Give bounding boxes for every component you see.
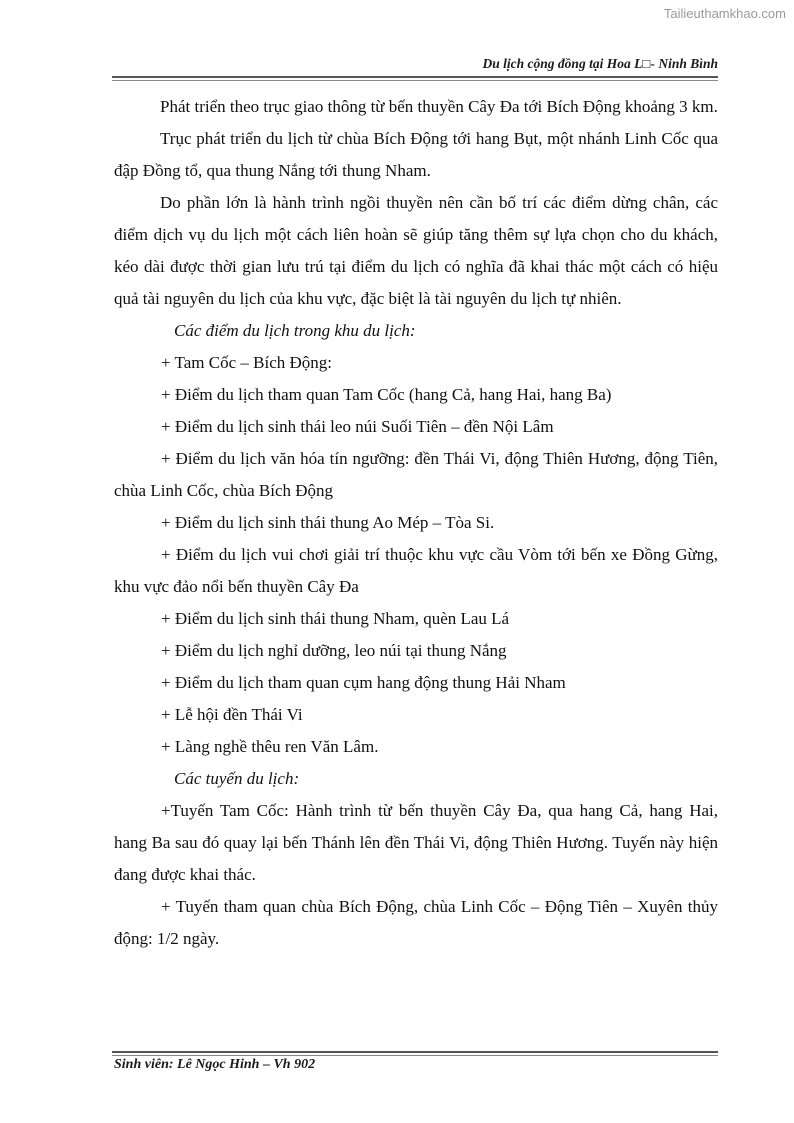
section-heading-routes: Các tuyến du lịch:: [174, 769, 300, 788]
running-header-title: Du lịch cộng đồng tại Hoa L□- Ninh Bình: [482, 56, 718, 71]
footer-divider: [112, 1051, 718, 1056]
footer-author: Sinh viên: Lê Ngọc Hinh – Vh 902: [114, 1057, 316, 1072]
list-item: +Tuyến Tam Cốc: Hành trình từ bến thuyền Cây Đa, qua hang Cả, hang Hai, hang Ba sau đó quay lại bến Thánh lên đền Thái Vi, động Thiên Hương. Tuyến này hiện đang được khai thác.: [114, 801, 718, 884]
page-body: [114, 91, 718, 955]
list-item: + Điểm du lịch văn hóa tín ngưỡng: đền Thái Vi, động Thiên Hương, động Tiên, chùa Linh Cốc, chùa Bích Động: [114, 449, 718, 500]
body-paragraph: Trục phát triển du lịch từ chùa Bích Động tới hang Bụt, một nhánh Linh Cốc qua đập Đồng tổ, qua thung Nắng tới thung Nham.: [114, 129, 718, 180]
list-item: + Tam Cốc – Bích Động:: [161, 353, 332, 372]
list-item: + Điểm du lịch sinh thái leo núi Suối Tiên – đền Nội Lâm: [161, 417, 554, 436]
body-paragraph: Phát triển theo trục giao thông từ bến thuyền Cây Đa tới Bích Động khoảng 3 km.: [160, 97, 718, 116]
list-item: + Điểm du lịch sinh thái thung Nham, quèn Lau Lá: [161, 609, 510, 628]
watermark-text: Tailieuthamkhao.com: [663, 6, 786, 21]
list-item: + Làng nghề thêu ren Văn Lâm.: [161, 737, 379, 756]
section-heading-points: Các điểm du lịch trong khu du lịch:: [174, 321, 416, 340]
list-item: + Điểm du lịch sinh thái thung Ao Mép – Tòa Si.: [161, 513, 495, 532]
list-item: + Tuyến tham quan chùa Bích Động, chùa Linh Cốc – Động Tiên – Xuyên thủy động: 1/2 ngày.: [114, 897, 718, 948]
list-item: + Điểm du lịch nghỉ dưỡng, leo núi tại thung Nắng: [161, 641, 507, 660]
list-item: + Điểm du lịch tham quan cụm hang động thung Hải Nham: [161, 673, 566, 692]
body-paragraph: Do phần lớn là hành trình ngồi thuyền nên cần bố trí các điểm dừng chân, các điểm dịch vụ du lịch một cách liên hoàn sẽ giúp tăng thêm sự lựa chọn cho du khách, kéo dài được thời gian lưu trú tại điểm du lịch có nghĩa đã khai thác một cách có hiệu quả tài nguyên du lịch của khu vực, đặc biệt là tài nguyên du lịch tự nhiên.: [114, 193, 718, 308]
list-item: + Lễ hội đền Thái Vi: [161, 705, 303, 724]
list-item: + Điểm du lịch tham quan Tam Cốc (hang Cả, hang Hai, hang Ba): [161, 385, 612, 404]
list-item: + Điểm du lịch vui chơi giải trí thuộc khu vực cầu Vòm tới bến xe Đồng Gừng, khu vực đảo nổi bến thuyền Cây Đa: [114, 545, 718, 596]
header-divider: [112, 76, 718, 81]
